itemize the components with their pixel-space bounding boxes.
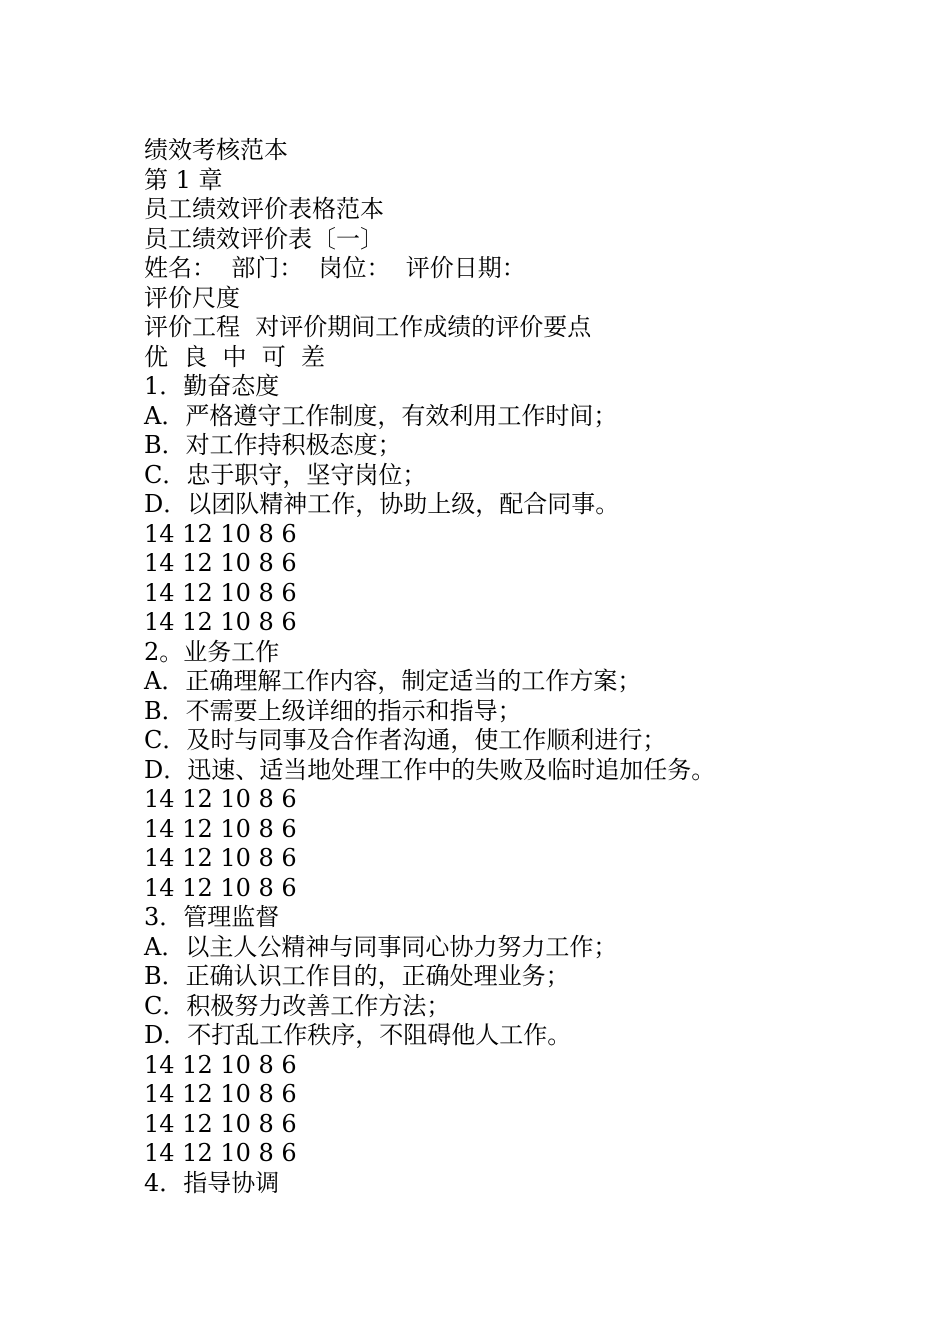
criterion-item: C．忠于职守，坚守岗位； [144, 460, 427, 489]
criterion-item: B．对工作持积极态度； [144, 431, 402, 459]
score-row: 14 12 10 8 6 [144, 549, 297, 577]
score-row: 14 12 10 8 6 [144, 844, 297, 872]
grade-levels: 优 良 中 可 差 [144, 342, 326, 371]
category-heading: 2。业务工作 [144, 637, 280, 666]
doc-title: 绩效考核范本 [144, 136, 288, 164]
criterion-item: A．正确理解工作内容，制定适当的工作方案； [144, 667, 642, 695]
document-body [144, 136, 924, 1198]
form-title: 员工绩效评价表〔一〕 [144, 224, 384, 253]
criterion-item: B．不需要上级详细的指示和指导； [144, 696, 522, 725]
score-row: 14 12 10 8 6 [144, 519, 297, 548]
section-title: 员工绩效评价表格范本 [144, 195, 384, 223]
score-row: 14 12 10 8 6 [144, 873, 297, 902]
criterion-item: C．及时与同事及合作者沟通，使工作顺利进行； [144, 726, 667, 754]
form-fields-row: 姓名： 部门： 岗位： 评价日期： [144, 254, 526, 282]
score-row: 14 12 10 8 6 [144, 1139, 297, 1167]
chapter-heading: 第 1 章 [144, 165, 223, 194]
rating-scale-label: 评价尺度 [144, 283, 240, 312]
score-row: 14 12 10 8 6 [144, 1080, 297, 1108]
criterion-item: C．积极努力改善工作方法； [144, 991, 451, 1020]
score-row: 14 12 10 8 6 [144, 1109, 297, 1138]
criterion-item: D．迅速、适当地处理工作中的失败及临时追加任务。 [144, 755, 716, 784]
criterion-item: D．不打乱工作秩序，不阻碍他人工作。 [144, 1021, 572, 1049]
score-row: 14 12 10 8 6 [144, 578, 297, 607]
criterion-item: A．严格遵守工作制度，有效利用工作时间； [144, 401, 618, 430]
score-row: 14 12 10 8 6 [144, 785, 297, 813]
criterion-item: B．正确认识工作目的，正确处理业务； [144, 962, 570, 990]
score-row: 14 12 10 8 6 [144, 1050, 297, 1079]
score-row: 14 12 10 8 6 [144, 814, 297, 843]
criterion-item: A．以主人公精神与同事同心协力努力工作； [144, 932, 618, 961]
category-heading: 4．指导协调 [144, 1168, 280, 1197]
category-heading: 3．管理监督 [144, 903, 280, 931]
evaluation-header: 评价工程 对评价期间工作成绩的评价要点 [144, 313, 592, 341]
criterion-item: D．以团队精神工作，协助上级，配合同事。 [144, 490, 620, 518]
score-row: 14 12 10 8 6 [144, 608, 297, 636]
category-heading: 1．勤奋态度 [144, 372, 280, 400]
